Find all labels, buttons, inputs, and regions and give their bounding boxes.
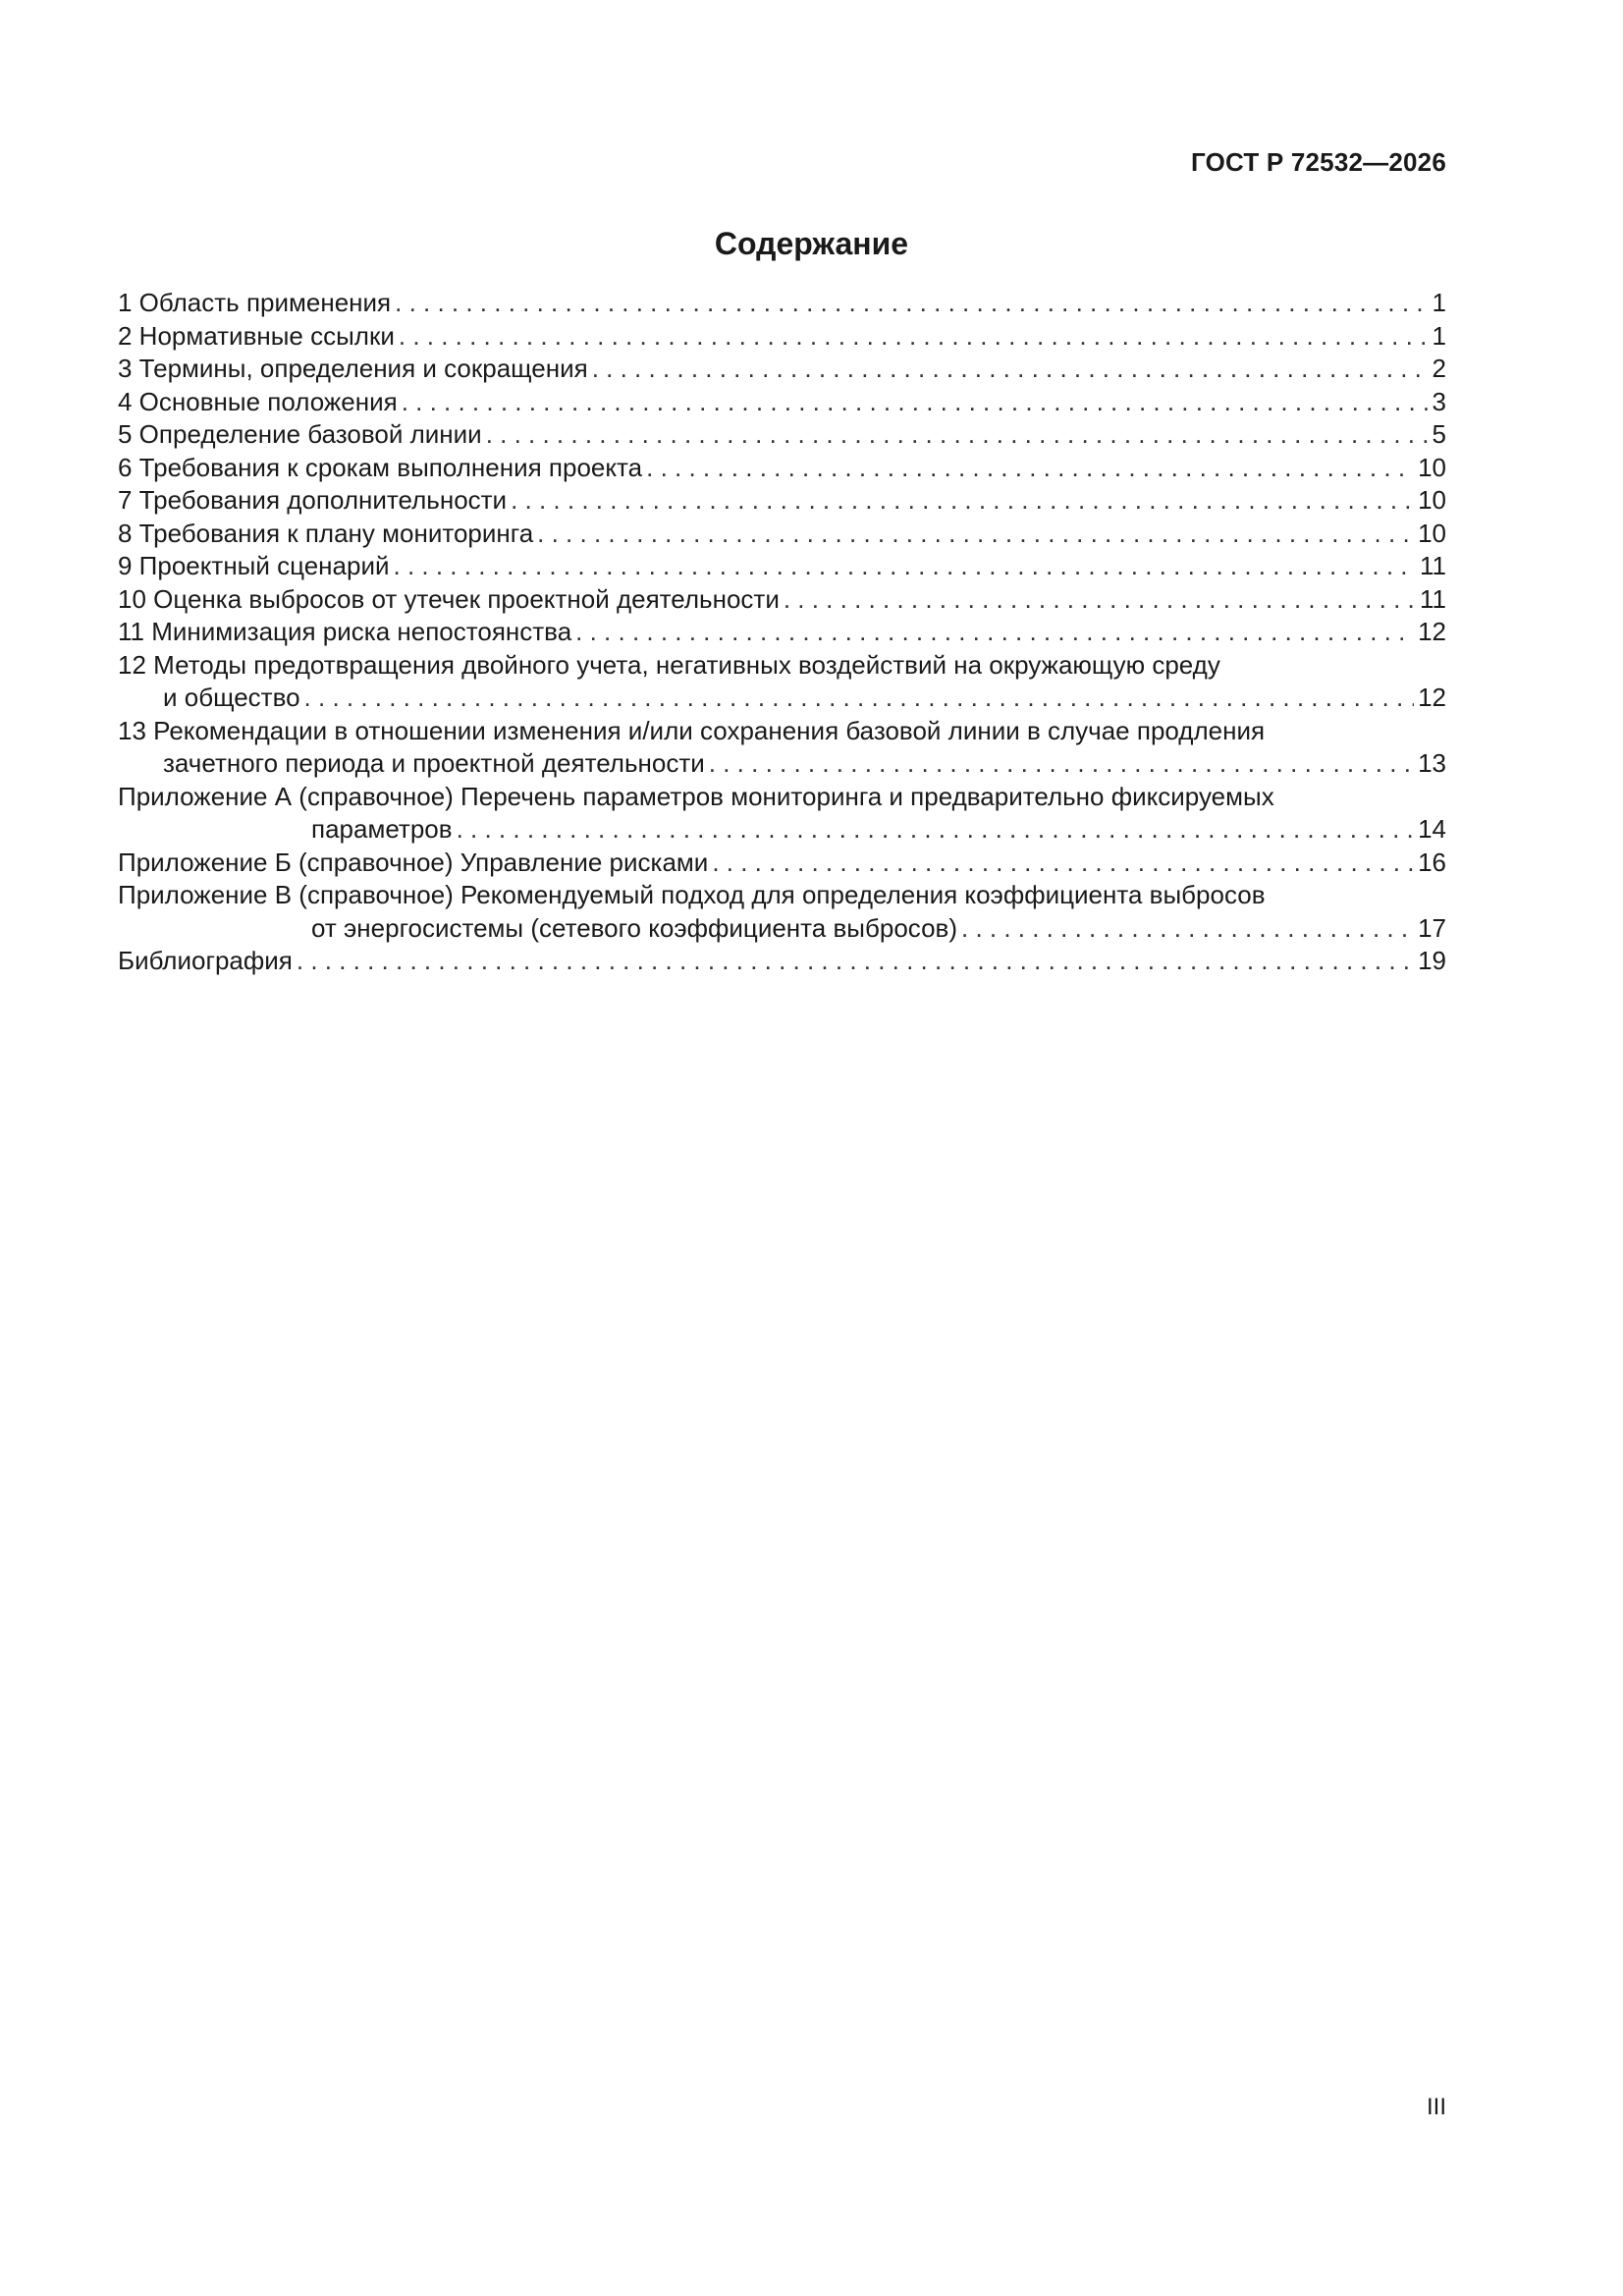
dot-leader <box>961 912 1414 946</box>
toc-entry[interactable] <box>118 353 1446 386</box>
toc-page-number: 10 <box>1414 484 1446 518</box>
toc-entry[interactable] <box>118 583 1446 617</box>
toc-entry-text: 6 Требования к срокам выполнения проекта <box>118 452 646 485</box>
toc-entry[interactable] <box>118 418 1446 452</box>
toc-page-number: 14 <box>1414 813 1446 847</box>
dot-leader <box>297 945 1414 978</box>
toc-page-number: 11 <box>1416 550 1446 583</box>
toc-entry[interactable] <box>118 452 1446 485</box>
dot-leader <box>486 418 1429 452</box>
toc-page-number: 17 <box>1414 912 1446 946</box>
toc-page-number: 3 <box>1429 386 1446 419</box>
toc-entry[interactable] <box>118 847 1446 880</box>
dot-leader <box>457 813 1415 847</box>
toc-entry-text: параметров <box>311 813 457 847</box>
document-code: ГОСТ Р 72532—2026 <box>1191 147 1446 177</box>
dot-leader <box>575 616 1414 649</box>
toc-entry-text: от энергосистемы (сетевого коэффициента выбросов) <box>311 912 961 946</box>
toc-page-number: 12 <box>1414 682 1446 715</box>
toc-entry[interactable] <box>118 484 1446 518</box>
toc-entry[interactable] <box>118 287 1446 320</box>
toc-entry-text: Приложение В (справочное) Рекомендуемый подход для определения коэффициента выбросов <box>118 880 1266 909</box>
toc-entry[interactable] <box>118 879 1446 945</box>
toc-entry-text: Приложение А (справочное) Перечень параметров мониторинга и предварительно фиксируемых <box>118 781 1274 811</box>
dot-leader <box>394 550 1416 583</box>
toc-page-number: 13 <box>1414 747 1446 781</box>
toc-entry[interactable] <box>118 715 1446 781</box>
toc-page-number: 2 <box>1429 353 1446 386</box>
dot-leader <box>784 583 1416 617</box>
dot-leader <box>395 287 1428 320</box>
dot-leader <box>712 847 1414 880</box>
toc-entry-text: и общество <box>163 682 304 715</box>
toc-entry[interactable] <box>118 518 1446 551</box>
dot-leader <box>646 452 1414 485</box>
toc-page-number: 12 <box>1414 616 1446 649</box>
toc-entry-text: 12 Методы предотвращения двойного учета, негативных воздействий на окружающую среду <box>118 649 1220 680</box>
toc-entry-text: 13 Рекомендации в отношении изменения и/или сохранения базовой линии в случае продления <box>118 715 1266 745</box>
toc-entry-text: Библиография <box>118 945 297 978</box>
toc-entry-text: Приложение Б (справочное) Управление рисками <box>118 847 712 880</box>
toc-page-number: 1 <box>1429 287 1446 320</box>
toc-page-number: 1 <box>1429 320 1446 354</box>
toc-entry-text: 7 Требования дополнительности <box>118 484 511 518</box>
toc-entry-text: 5 Определение базовой линии <box>118 418 486 452</box>
dot-leader <box>402 386 1429 419</box>
toc-entry-text: 11 Минимизация риска непостоянства <box>118 616 575 649</box>
toc-page-number: 16 <box>1414 847 1446 880</box>
toc-entry-text: 10 Оценка выбросов от утечек проектной деятельности <box>118 583 784 617</box>
dot-leader <box>592 353 1429 386</box>
toc-entry[interactable] <box>118 386 1446 419</box>
toc-page-number: 19 <box>1414 945 1446 978</box>
toc-entry-text: 3 Термины, определения и сокращения <box>118 353 592 386</box>
toc-entry-text: 8 Требования к плану мониторинга <box>118 518 537 551</box>
dot-leader <box>304 682 1415 715</box>
toc-entry-text: 1 Область применения <box>118 287 395 320</box>
toc-entry-text: 9 Проектный сценарий <box>118 550 394 583</box>
toc-entry[interactable] <box>118 320 1446 354</box>
dot-leader <box>399 320 1429 354</box>
toc-entry[interactable] <box>118 616 1446 649</box>
toc-page-number: 10 <box>1414 452 1446 485</box>
toc-entry[interactable] <box>118 945 1446 978</box>
toc-entry-text: 2 Нормативные ссылки <box>118 320 399 354</box>
dot-leader <box>511 484 1414 518</box>
toc-page-number: 10 <box>1414 518 1446 551</box>
table-of-contents <box>118 287 1446 978</box>
toc-page-number: 11 <box>1416 583 1446 617</box>
dot-leader <box>537 518 1414 551</box>
toc-entry-text: 4 Основные положения <box>118 386 402 419</box>
toc-entry[interactable] <box>118 649 1446 715</box>
dot-leader <box>709 747 1414 781</box>
toc-entry[interactable] <box>118 781 1446 847</box>
toc-page-number: 5 <box>1429 418 1446 452</box>
toc-entry[interactable] <box>118 550 1446 583</box>
page-number: III <box>1426 2094 1446 2120</box>
toc-entry-text: зачетного периода и проектной деятельности <box>163 747 709 781</box>
toc-title: Содержание <box>714 226 909 261</box>
